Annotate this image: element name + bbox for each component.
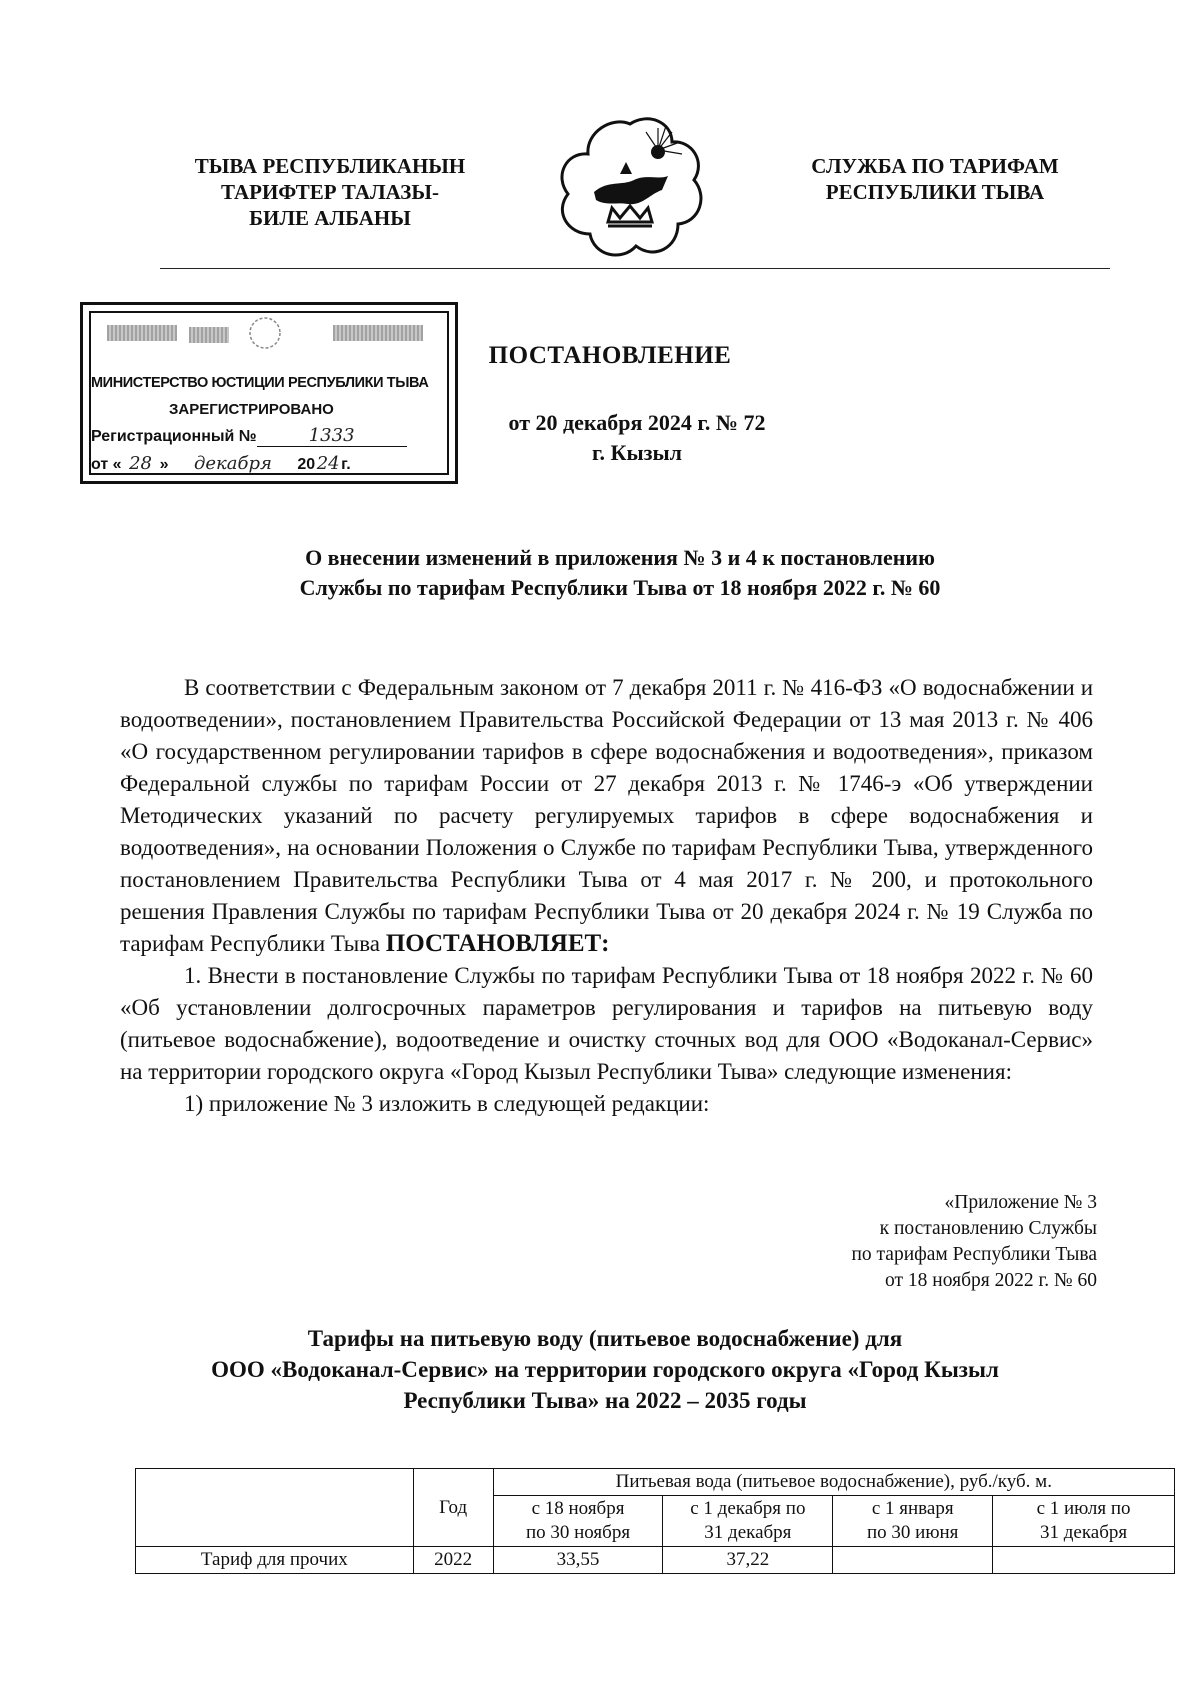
table-header-period [663,1496,833,1547]
stamp-ministry: МИНИСТЕРСТВО ЮСТИЦИИ РЕСПУБЛИКИ ТЫВА [91,375,429,391]
table-title-line: Республики Тыва» на 2022 – 2035 годы [403,1388,807,1413]
period-line: с 1 июля по [1036,1498,1131,1519]
document-body [120,672,1093,1120]
stamp-date-month: декабря [173,453,293,475]
document-subject [150,543,1090,603]
appendix-line: «Приложение № 3 [944,1192,1097,1213]
item-1-paragraph: 1. Внести в постановление Службы по тарифам Республики Тыва от 18 ноября 2022 г. № 60 «Об установлении долгосрочных параметров регулирования и тарифов на питьевую воду (питьевое водоснабжение), водоотведение и очистку сточных вод для ООО «Водоканал-Сервис» на территории городского округа «Город Кызыл Республики Тыва» следующие изменения: [120,963,1093,1084]
stamp-seal-icon [245,313,285,353]
appendix-line: к постановлению Службы [879,1218,1097,1239]
table-header-row [136,1469,1175,1496]
stamp-ink-smudge [189,327,229,343]
row-year: 2022 [413,1547,493,1574]
document-type: ПОСТАНОВЛЕНИЕ [488,342,732,369]
stamp-registered: ЗАРЕГИСТРИРОВАНО [169,401,334,418]
period-line: 31 декабря [1039,1522,1128,1543]
row-value: 33,55 [493,1547,663,1574]
table-row [136,1547,1175,1574]
header-left-line: ТАРИФТЕР ТАЛАЗЫ- [220,180,439,204]
header-left-line: БИЛЕ АЛБАНЫ [249,206,411,230]
stamp-date-prefix: от « [91,456,122,473]
row-value [993,1547,1175,1574]
stamp-date-day: 28 [122,453,160,475]
table-title-line: Тарифы на питьевую воду (питьевое водоснабжение) для [307,1326,903,1351]
subject-line: О внесении изменений в приложения № 3 и 4 к постановлению [305,545,935,570]
table-header-blank [136,1469,414,1547]
table-title [100,1323,1110,1416]
stamp-date-suffix: г. [341,456,351,473]
header-left-title [150,153,510,231]
stamp-reg-label: Регистрационный № [91,428,257,445]
stamp-emblem-row [97,321,437,343]
decree-word: ПОСТАНОВЛЯЕТ: [385,930,610,957]
stamp-date-mid: » [159,456,169,473]
table-header-period [493,1496,663,1547]
period-line: по 30 ноября [525,1522,631,1543]
preamble-paragraph [120,672,1093,960]
registration-stamp [80,302,458,484]
table-header-period [993,1496,1175,1547]
period-line: с 18 ноября [531,1498,625,1519]
row-value: 37,22 [663,1547,833,1574]
tariff-table [135,1468,1175,1574]
document-city: г. Кызыл [592,440,682,465]
subject-line: Службы по тарифам Республики Тыва от 18 ноября 2022 г. № 60 [299,575,941,600]
appendix-line: от 18 ноября 2022 г. № 60 [885,1270,1097,1291]
stamp-ink-smudge [333,325,423,341]
document-date: от 20 декабря 2024 г. № 72 [508,410,766,435]
table-header-year: Год [413,1469,493,1547]
stamp-date-year: 24 [316,453,340,474]
header-right-line: РЕСПУБЛИКИ ТЫВА [825,180,1045,204]
appendix-line: по тарифам Республики Тыва [851,1244,1097,1265]
tuva-emblem-icon [550,110,710,270]
header-left-line: ТЫВА РЕСПУБЛИКАНЫН [194,154,466,178]
preamble-text: В соответствии с Федеральным законом от 7 декабря 2011 г. № 416-ФЗ «О водоснабжении и водоотведении», постановлением Правительства Российской Федерации от 13 мая 2013 г. № 406 «О государственном регулировании тарифов в сфере водоснабжения и водоотведения», приказом Федеральной службы по тарифам России от 27 декабря 2013 г. № 1746-э «Об утверждении Методических указаний по расчету регулируемых тарифов в сфере водоснабжения и водоотведения», на основании Положения о Службе по тарифам Республики Тыва, утвержденного постановлением Правительства Республики Тыва от 4 мая 2017 г. № 200, и протокольного решения Правления Службы по тарифам Республики Тыва от 20 декабря 2024 г. № 19 Служба по тарифам Республики Тыва [120,675,1093,956]
period-line: с 1 декабря по [690,1498,806,1519]
stamp-ink-smudge [107,325,177,341]
stamp-reg-number-line [91,425,407,447]
period-line: с 1 января [871,1498,954,1519]
header-right-line: СЛУЖБА ПО ТАРИФАМ [811,154,1059,178]
row-label: Тариф для прочих [136,1547,414,1574]
stamp-date-line [91,453,351,475]
table-header-period [833,1496,993,1547]
row-value [833,1547,993,1574]
header-divider [160,268,1110,269]
header-right-title [770,153,1100,205]
stamp-reg-number: 1333 [257,425,407,447]
stamp-date-year-prefix: 20 [297,456,316,473]
period-line: 31 декабря [704,1522,792,1543]
period-line: по 30 июня [866,1522,959,1543]
table-title-line: ООО «Водоканал-Сервис» на территории городского округа «Город Кызыл [211,1357,999,1382]
item-1-1-paragraph: 1) приложение № 3 изложить в следующей редакции: [184,1091,710,1116]
appendix-reference [677,1190,1097,1294]
table-header-group: Питьевая вода (питьевое водоснабжение), руб./куб. м. [493,1469,1174,1496]
